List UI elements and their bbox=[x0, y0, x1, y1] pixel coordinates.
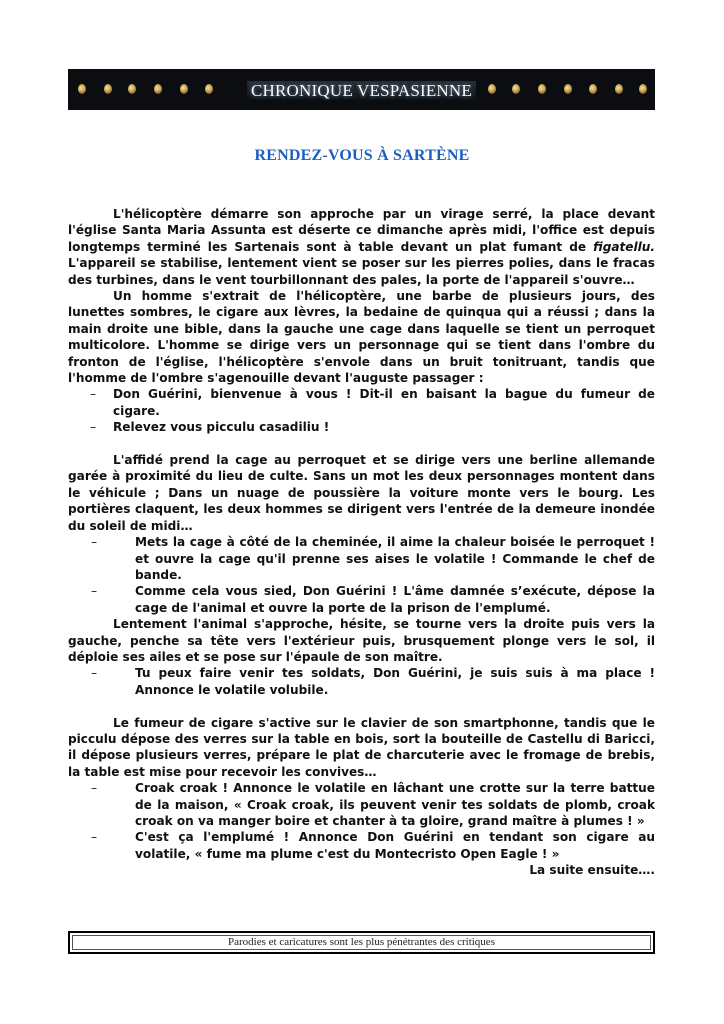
paragraph: Le fumeur de cigare s'active sur le clavier de son smartphonne, tandis que le picculu dépose des verres sur la table en bois, sort la bouteille de Castellu di Baricci, il dépose plusieurs verres, prépare le plat de charcuterie avec le fromage de brebis, la table est mise pour recevoir les convives… bbox=[68, 715, 655, 779]
dialogue-line: – Relevez vous picculu casadiliu ! bbox=[68, 419, 655, 435]
dialogue-line: – Comme cela vous sied, Don Guérini ! L'âme damnée s’exécute, dépose la cage de l'animal et ouvre la porte de la prison de l'emplumé. bbox=[68, 583, 655, 616]
banner-title bbox=[68, 69, 655, 110]
banner-title-text: CHRONIQUE VESPASIENNE bbox=[247, 81, 476, 100]
dialogue-line: – Tu peux faire venir tes soldats, Don Guérini, je suis suis à ma place ! Annonce le volatile volubile. bbox=[68, 665, 655, 698]
paragraph: Un homme s'extrait de l'hélicoptère, une barbe de plusieurs jours, des lunettes sombres, le cigare aux lèvres, la bedaine de quinqua qui a réussi ; dans la main droite une bible, dans la gauche une cage dans laquelle se tient un perroquet multicolore. L'homme se dirige vers un personnage qui se tient dans l'ombre du fronton de l'église, l'hélicoptère s'envole dans un bruit tonitruant, tandis que l'homme de l'ombre s'agenouille devant l'auguste passager : bbox=[68, 289, 655, 386]
continuation-note: La suite ensuite…. bbox=[529, 863, 655, 877]
dialogue-line: – Mets la cage à côté de la cheminée, il aime la chaleur boisée le perroquet ! et ouvre la cage qu'il prenne ses aises le volatile ! Commande le chef de bande. bbox=[68, 534, 655, 583]
footer-box bbox=[68, 931, 655, 954]
dialogue-line: – Don Guérini, bienvenue à vous ! Dit-il en baisant la bague du fumeur de cigare. bbox=[68, 386, 655, 419]
dialogue-line: – C'est ça l'emplumé ! Annonce Don Guérini en tendant son cigare au volatile, « fume ma plume c'est du Montecristo Open Eagle ! » bbox=[68, 829, 655, 862]
paragraph-text: L'appareil se stabilise, lentement vient se poser sur les pierres polies, dans le fracas des turbines, dans le vent tourbillonnant des pales, la porte de l'appareil s'ouvre… bbox=[68, 256, 655, 287]
paragraph: L'affidé prend la cage au perroquet et se dirige vers une berline allemande garée à proximité du lieu de culte. Sans un mot les deux personnages montent dans le véhicule ; Dans un nuage de poussière la voiture monte vers le bourg. Les portières claquent, les deux hommes se dirigent vers l'entrée de la demeure inondée du soleil de midi… bbox=[68, 453, 655, 533]
article-title: RENDEZ-VOUS À SARTÈNE bbox=[254, 147, 470, 164]
paragraph: Lentement l'animal s'approche, hésite, se tourne vers la droite puis vers la gauche, penche sa tête vers l'extérieur puis, brusquement plonge vers le sol, il déploie ses ailes et se pose sur l'épaule de son maître. bbox=[68, 617, 655, 664]
paragraph-text: L'hélicoptère démarre son approche par un virage serré, la place devant l'église Santa Maria Assunta est déserte ce dimanche après midi, l'office est depuis longtemps terminé les Sartenais sont à table devant un plat fumant de bbox=[68, 207, 655, 254]
dialogue-line: – Croak croak ! Annonce le volatile en lâchant une crotte sur la terre battue de la maison, « Croak croak, ils peuvent venir tes soldats de plomb, croak croak on va manger boire et chanter à ta gloire, grand maître à plumes ! » bbox=[68, 780, 655, 829]
header-banner bbox=[68, 69, 655, 110]
emphasis-text: figatellu. bbox=[593, 239, 655, 254]
article-body bbox=[68, 206, 655, 862]
footer-text: Parodies et caricatures sont les plus pénétrantes des critiques bbox=[72, 935, 651, 950]
paragraph bbox=[68, 206, 655, 288]
